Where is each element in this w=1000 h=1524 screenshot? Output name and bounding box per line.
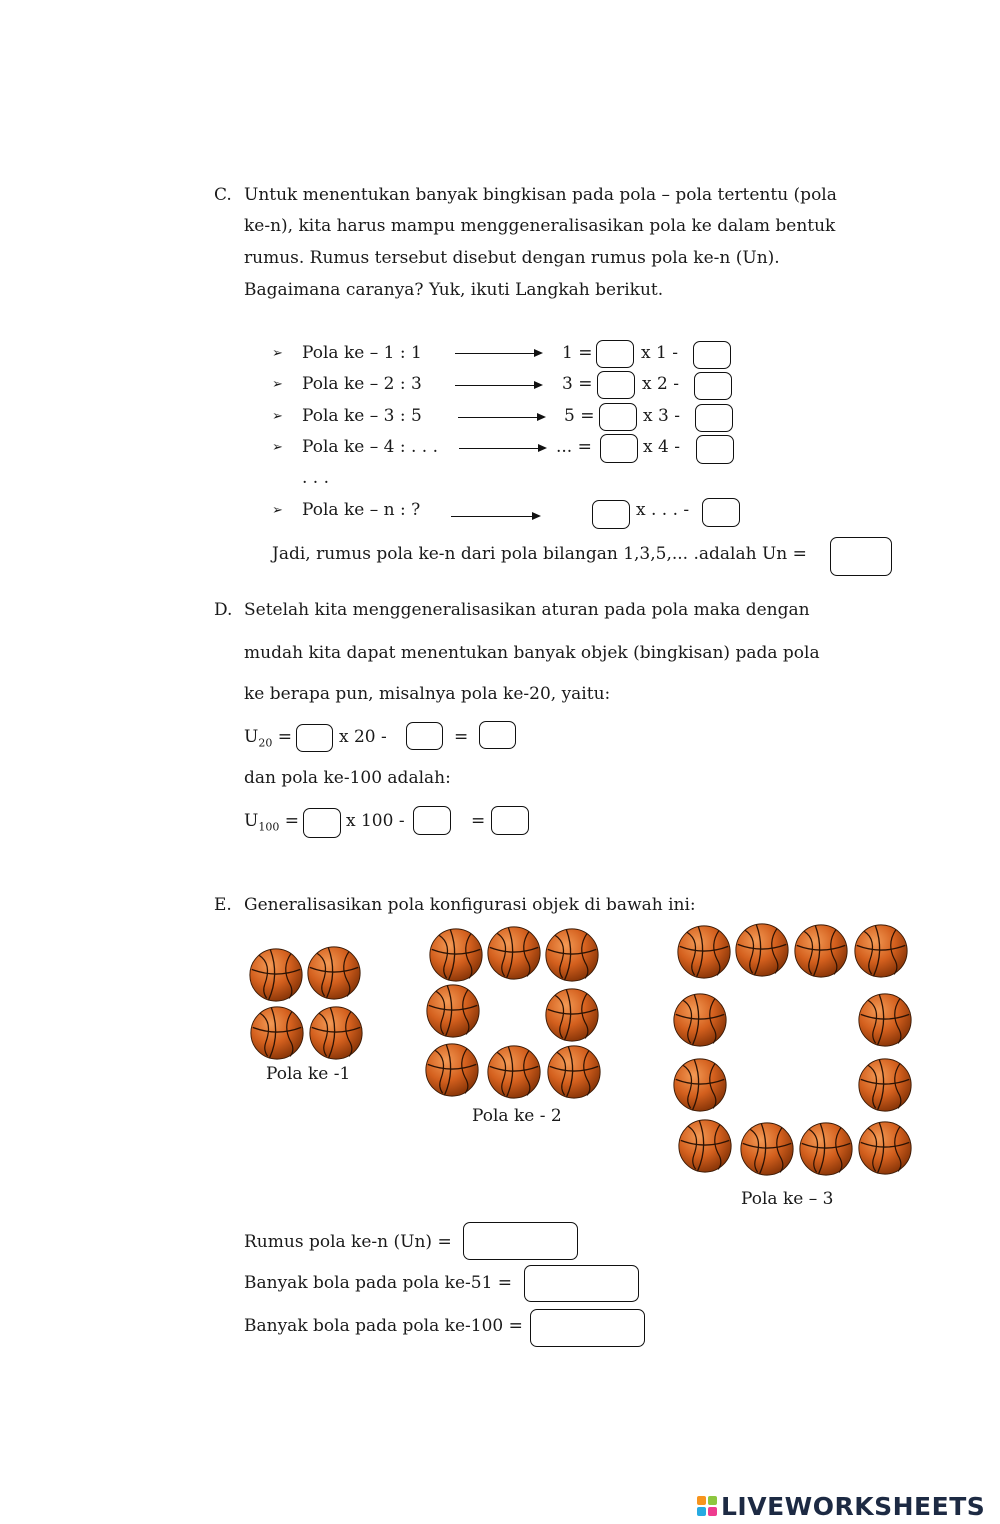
basketball-icon	[546, 1044, 602, 1100]
section-d-line-2: mudah kita dapat menentukan banyak objek (bingkisan) pada pola	[244, 643, 820, 663]
section-e-title: Generalisasikan pola konfigurasi objek di bawah ini:	[244, 895, 696, 915]
section-c-line-2: ke-n), kita harus mampu menggeneralisasikan pola ke dalam bentuk	[244, 216, 836, 236]
arrow-bullet-icon: ➢	[272, 409, 283, 424]
basketball-icon	[857, 992, 913, 1048]
pattern-op: x 1 -	[641, 343, 678, 363]
conclusion-text: Jadi, rumus pola ke-n dari pola bilangan 1,3,5,... .adalah Un =	[272, 544, 807, 564]
pattern-lhs: 5 =	[564, 406, 595, 426]
pattern-op: x 2 -	[642, 374, 679, 394]
pattern-51-answer-box[interactable]	[524, 1265, 639, 1302]
section-d-mid: dan pola ke-100 adalah:	[244, 768, 451, 788]
basketball-icon	[676, 924, 732, 980]
arrow-bullet-icon: ➢	[272, 440, 283, 455]
answer-box[interactable]	[592, 500, 630, 529]
basketball-icon	[734, 922, 790, 978]
arrow-bullet-icon: ➢	[272, 346, 283, 361]
question-51: Banyak bola pada pola ke-51 =	[244, 1273, 513, 1293]
pattern-op: x . . . -	[636, 500, 690, 520]
pattern-label: Pola ke – n : ?	[302, 500, 421, 520]
un-answer-box[interactable]	[830, 537, 892, 576]
pattern-lhs: 3 =	[562, 374, 593, 394]
basketball-icon	[248, 947, 304, 1003]
answer-box[interactable]	[303, 808, 341, 838]
section-c-line-1: Untuk menentukan banyak bingkisan pada pola – pola tertentu (pola	[244, 185, 837, 205]
section-e-letter: E.	[214, 895, 232, 915]
answer-box[interactable]	[702, 498, 740, 527]
arrow-bullet-icon: ➢	[272, 377, 283, 392]
logo-square	[697, 1507, 706, 1516]
answer-box[interactable]	[296, 724, 333, 752]
basketball-icon	[486, 925, 542, 981]
section-c-letter: C.	[214, 185, 232, 205]
u20-op: x 20 -	[339, 727, 387, 747]
pattern-100-answer-box[interactable]	[530, 1309, 645, 1347]
section-c-line-3: rumus. Rumus tersebut disebut dengan rumus pola ke-n (Un).	[244, 248, 780, 268]
answer-box[interactable]	[479, 721, 516, 749]
basketball-icon	[544, 987, 600, 1043]
basketball-icon	[857, 1120, 913, 1176]
basketball-icon	[428, 927, 484, 983]
pattern-3-caption: Pola ke – 3	[741, 1189, 834, 1209]
brand-name: LIVEWORKSHEETS	[721, 1491, 986, 1521]
question-100: Banyak bola pada pola ke-100 =	[244, 1316, 523, 1336]
logo-square	[697, 1496, 706, 1505]
answer-box[interactable]	[599, 403, 637, 431]
basketball-icon	[424, 1042, 480, 1098]
u100-eq: =	[471, 811, 486, 831]
basketball-icon	[249, 1005, 305, 1061]
pattern-1-caption: Pola ke -1	[266, 1064, 351, 1084]
basketball-icon	[425, 983, 481, 1039]
basketball-icon	[677, 1118, 733, 1174]
section-c-line-4: Bagaimana caranya? Yuk, ikuti Langkah berikut.	[244, 280, 664, 300]
answer-box[interactable]	[696, 435, 734, 464]
answer-box[interactable]	[695, 404, 733, 432]
u20-eq: =	[454, 727, 469, 747]
u100-label: $U_{100}$ =	[244, 811, 299, 834]
answer-box[interactable]	[491, 806, 529, 835]
answer-box[interactable]	[596, 340, 634, 368]
right-arrow-icon	[451, 516, 539, 517]
basketball-icon	[857, 1057, 913, 1113]
u100-op: x 100 -	[346, 811, 405, 831]
basketball-icon	[672, 992, 728, 1048]
pattern-lhs: ... =	[556, 437, 592, 457]
basketball-icon	[672, 1057, 728, 1113]
basketball-icon	[306, 945, 362, 1001]
answer-box[interactable]	[600, 434, 638, 463]
basketball-icon	[486, 1044, 542, 1100]
section-d-letter: D.	[214, 600, 233, 620]
pattern-2-caption: Pola ke - 2	[472, 1106, 562, 1126]
section-d-line-1: Setelah kita menggeneralisasikan aturan pada pola maka dengan	[244, 600, 810, 620]
basketball-icon	[739, 1121, 795, 1177]
basketball-icon	[544, 927, 600, 983]
logo-square	[708, 1496, 717, 1505]
logo-mark-icon	[697, 1496, 717, 1516]
right-arrow-icon	[455, 385, 541, 386]
answer-box[interactable]	[406, 722, 443, 750]
answer-box[interactable]	[693, 341, 731, 369]
answer-box[interactable]	[597, 371, 635, 399]
section-d-line-3: ke berapa pun, misalnya pola ke-20, yaitu:	[244, 684, 611, 704]
un-formula-answer-box[interactable]	[463, 1222, 578, 1260]
basketball-icon	[308, 1005, 364, 1061]
pattern-label: Pola ke – 2 : 3	[302, 374, 422, 394]
pattern-op: x 4 -	[643, 437, 680, 457]
u20-label: $U_{20}$ =	[244, 727, 292, 750]
basketball-icon	[798, 1121, 854, 1177]
arrow-bullet-icon: ➢	[272, 503, 283, 518]
right-arrow-icon	[459, 448, 545, 449]
right-arrow-icon	[455, 353, 541, 354]
pattern-label: Pola ke – 4 : . . .	[302, 437, 438, 457]
basketball-icon	[793, 923, 849, 979]
pattern-label: Pola ke – 3 : 5	[302, 406, 422, 426]
question-un: Rumus pola ke-n (Un) =	[244, 1232, 452, 1252]
ellipsis: . . .	[302, 468, 330, 488]
basketball-icon	[853, 923, 909, 979]
pattern-lhs: 1 =	[562, 343, 593, 363]
answer-box[interactable]	[413, 806, 451, 835]
answer-box[interactable]	[694, 372, 732, 400]
pattern-label: Pola ke – 1 : 1	[302, 343, 422, 363]
right-arrow-icon	[458, 417, 544, 418]
pattern-op: x 3 -	[643, 406, 680, 426]
logo-square	[708, 1507, 717, 1516]
liveworksheets-logo	[697, 1492, 985, 1520]
